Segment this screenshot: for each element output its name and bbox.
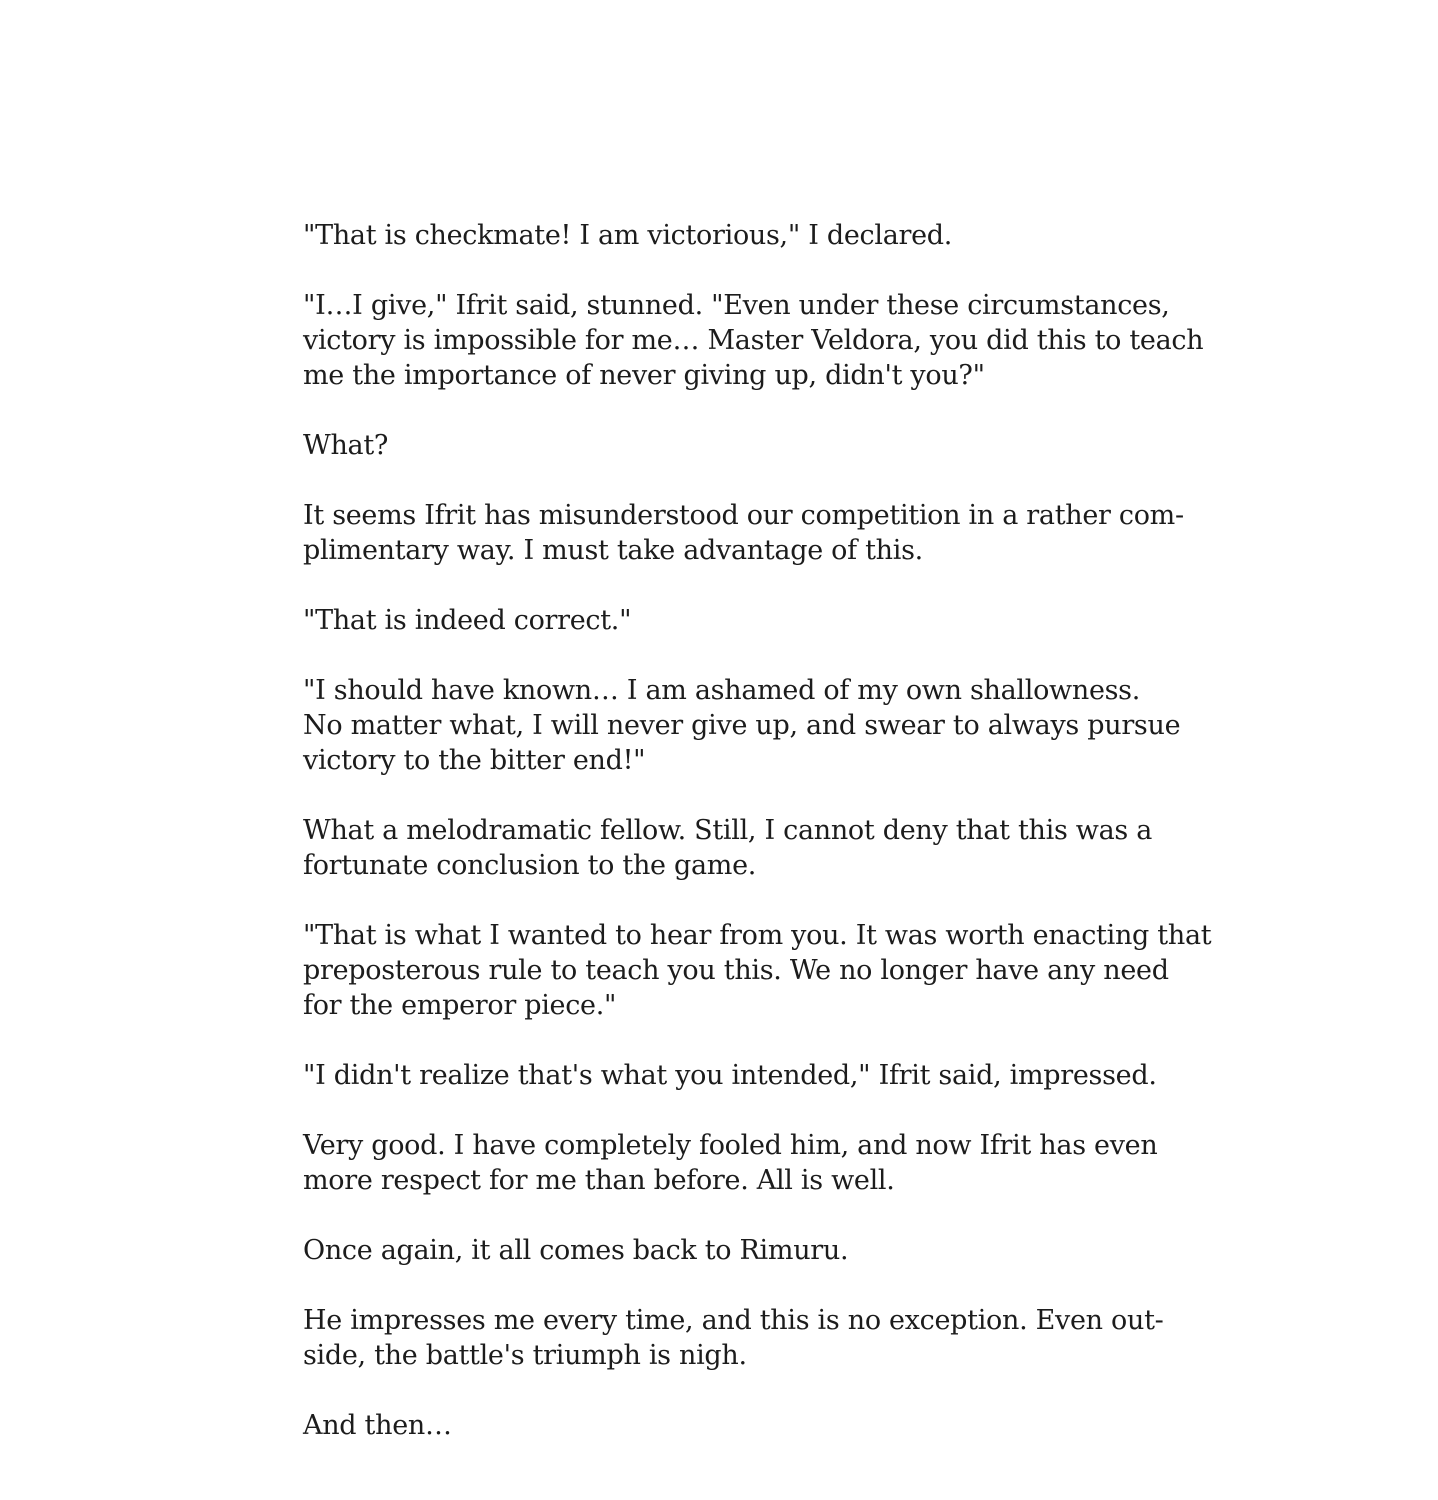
text-line: "That is indeed correct." [303, 605, 632, 636]
text-line: plimentary way. I must take advantage of this. [303, 535, 923, 566]
text-line: fortunate conclusion to the game. [303, 850, 757, 881]
text-line: "That is what I wanted to hear from you. It was worth enacting that [303, 920, 1212, 951]
paragraph [303, 1408, 1163, 1443]
text-line: "I didn't realize that's what you intended," Ifrit said, impressed. [303, 1060, 1157, 1091]
text-line: He impresses me every time, and this is no exception. Even out- [303, 1305, 1164, 1336]
text-line: It seems Ifrit has misunderstood our competition in a rather com- [303, 500, 1184, 531]
body-text [303, 218, 1212, 1478]
text-line: "I should have known… I am ashamed of my own shallowness. [303, 675, 1141, 706]
paragraph [303, 498, 1184, 568]
paragraph [303, 673, 1181, 778]
text-line: "That is checkmate! I am victorious," I declared. [303, 220, 953, 251]
paragraph [303, 1128, 1163, 1198]
paragraph [303, 1058, 1163, 1093]
text-line: for the emperor piece." [303, 990, 617, 1021]
text-line: Once again, it all comes back to Rimuru. [303, 1235, 849, 1266]
paragraph [303, 428, 1163, 463]
text-line: No matter what, I will never give up, and swear to always pursue [303, 710, 1181, 741]
paragraph [303, 1303, 1163, 1373]
text-line: What a melodramatic fellow. Still, I cannot deny that this was a [303, 815, 1153, 846]
text-line: victory is impossible for me… Master Veldora, you did this to teach [303, 325, 1204, 356]
text-line: "I…I give," Ifrit said, stunned. "Even under these circumstances, [303, 290, 1170, 321]
paragraph [303, 218, 1163, 253]
text-line: me the importance of never giving up, didn't you?" [303, 360, 985, 391]
paragraph [303, 288, 1204, 393]
paragraph [303, 813, 1163, 883]
text-line: victory to the bitter end!" [303, 745, 646, 776]
text-line: preposterous rule to teach you this. We no longer have any need [303, 955, 1169, 986]
paragraph [303, 918, 1212, 1023]
text-line: What? [303, 430, 389, 461]
text-line: Very good. I have completely fooled him, and now Ifrit has even [303, 1130, 1158, 1161]
paragraph [303, 1233, 1163, 1268]
text-line: And then… [303, 1410, 452, 1441]
text-line: side, the battle's triumph is nigh. [303, 1340, 747, 1371]
paragraph [303, 603, 1163, 638]
text-line: more respect for me than before. All is well. [303, 1165, 895, 1196]
